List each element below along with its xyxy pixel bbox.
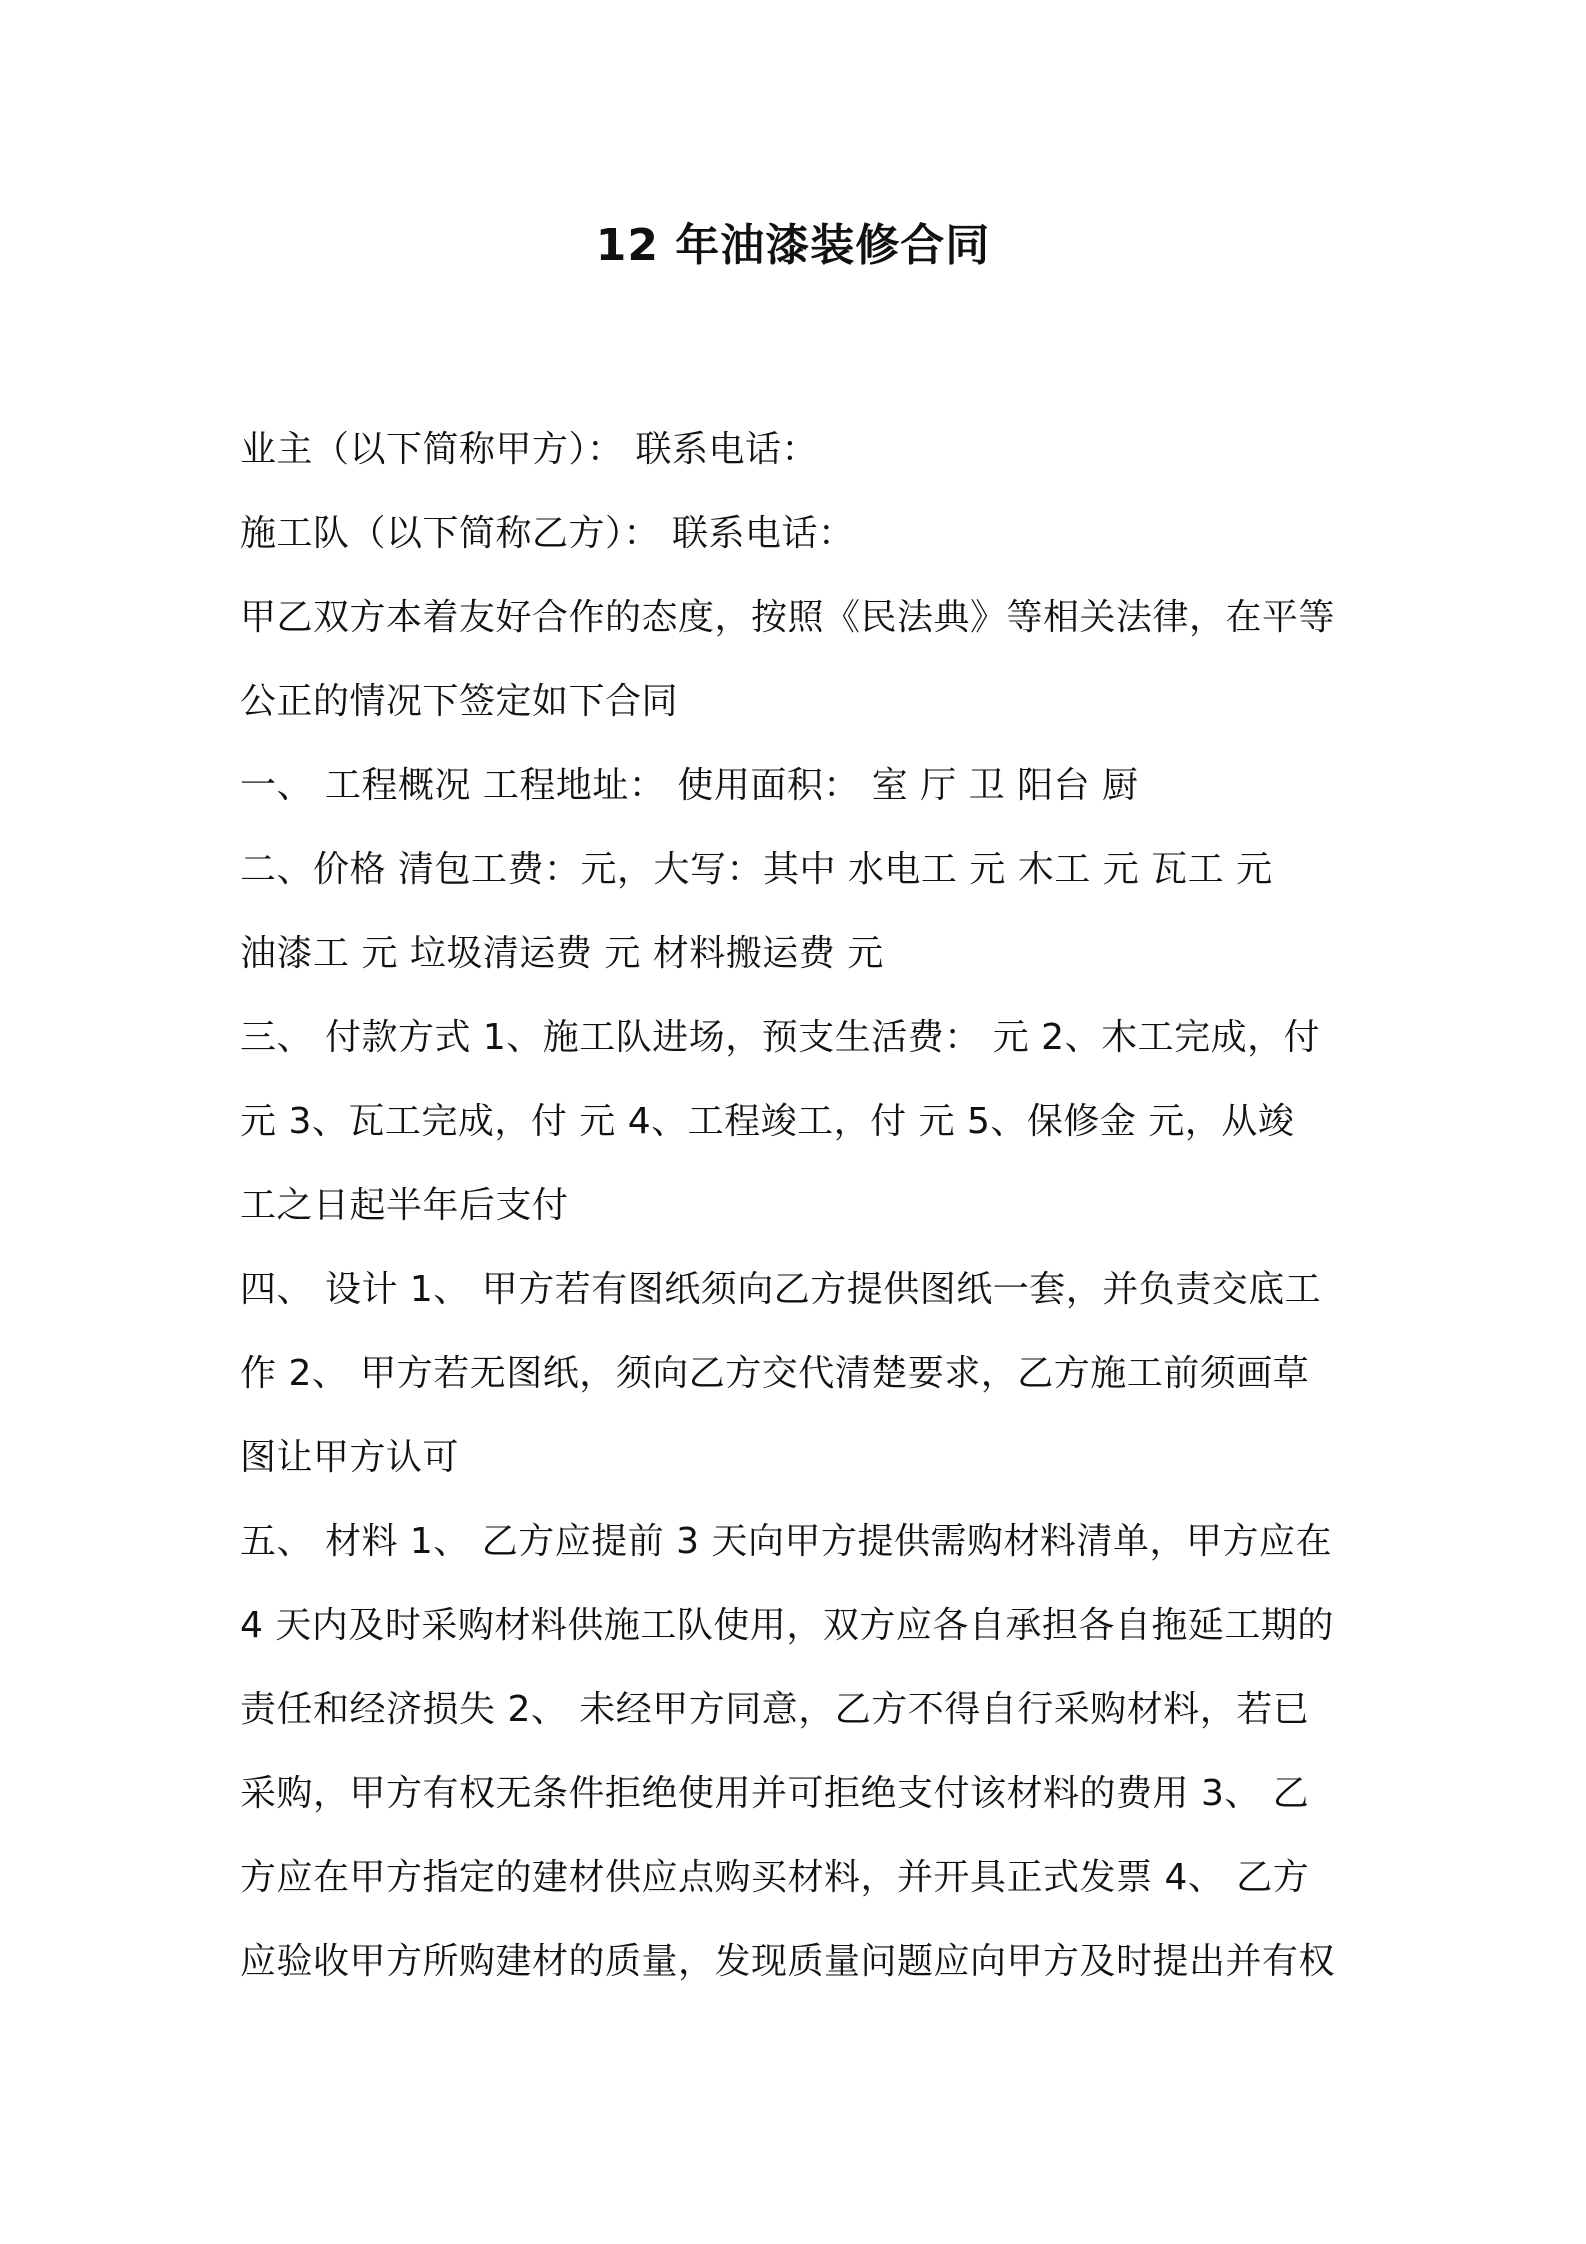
text-line: 工之日起半年后支付 <box>240 1185 569 1226</box>
text-line: 甲乙双方本着友好合作的态度，按照《民法典》等相关法律，在平等 <box>240 597 1336 638</box>
text-line: 二、价格 清包工费：元，大写：其中 水电工 元 木工 元 瓦工 元 <box>240 849 1273 890</box>
text-line: 四、 设计 1、 甲方若有图纸须向乙方提供图纸一套，并负责交底工 <box>240 1269 1322 1310</box>
text-line: 元 3、瓦工完成，付 元 4、工程竣工，付 元 5、保修金 元，从竣 <box>240 1101 1295 1142</box>
text-line: 方应在甲方指定的建材供应点购买材料，并开具正式发票 4、 乙方 <box>240 1857 1310 1898</box>
contract-body <box>240 408 1355 2004</box>
text-line: 应验收甲方所购建材的质量，发现质量问题应向甲方及时提出并有权 <box>240 1941 1336 1982</box>
text-line: 三、 付款方式 1、施工队进场，预支生活费： 元 2、木工完成，付 <box>240 1017 1321 1058</box>
text-line: 施工队（以下简称乙方）： 联系电话： <box>240 513 855 554</box>
text-line: 责任和经济损失 2、 未经甲方同意，乙方不得自行采购材料，若已 <box>240 1689 1310 1730</box>
text-line: 图让甲方认可 <box>240 1437 460 1478</box>
text-line: 一、 工程概况 工程地址： 使用面积： 室 厅 卫 阳台 厨 <box>240 765 1139 806</box>
text-line: 油漆工 元 垃圾清运费 元 材料搬运费 元 <box>240 933 884 974</box>
text-line: 五、 材料 1、 乙方应提前 3 天向甲方提供需购材料清单，甲方应在 <box>240 1521 1333 1562</box>
text-line: 公正的情况下签定如下合同 <box>240 681 679 722</box>
text-line: 业主（以下简称甲方）： 联系电话： <box>240 429 818 470</box>
document-title: 12 年油漆装修合同 <box>595 220 991 271</box>
text-line: 4 天内及时采购材料供施工队使用，双方应各自承担各自拖延工期的 <box>240 1605 1334 1646</box>
text-line: 采购，甲方有权无条件拒绝使用并可拒绝支付该材料的费用 3、 乙 <box>240 1773 1310 1814</box>
text-line: 作 2、 甲方若无图纸，须向乙方交代清楚要求，乙方施工前须画草 <box>240 1353 1310 1394</box>
